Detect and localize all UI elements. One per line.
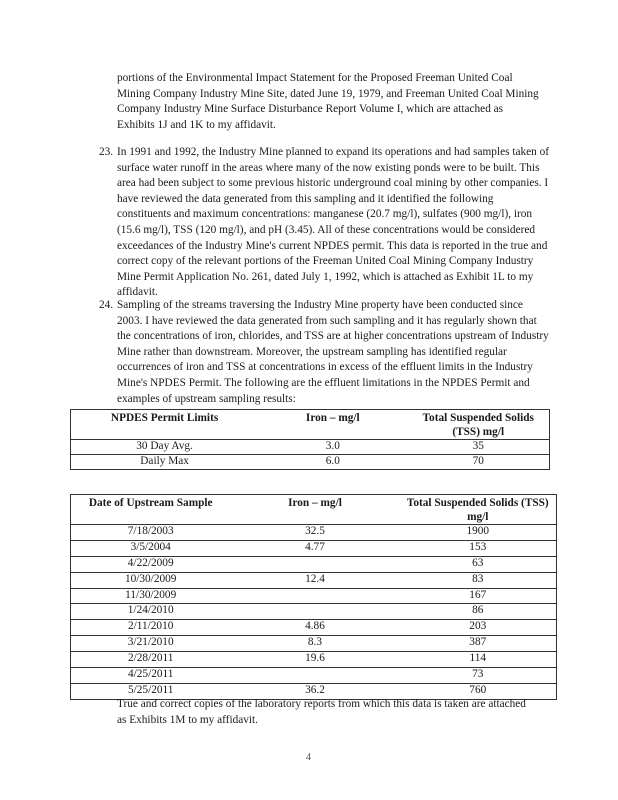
sample-tss: 760: [400, 683, 557, 699]
sample-iron: 4.86: [230, 620, 399, 636]
npdes-limits-table: [70, 409, 550, 470]
sample-iron: 4.77: [230, 540, 399, 556]
sample-date: 10/30/2009: [71, 572, 231, 588]
sample-iron: [230, 604, 399, 620]
sample-tss: 1900: [400, 525, 557, 541]
limits-header-row: [71, 410, 550, 440]
table-row: [71, 540, 557, 556]
sample-iron: [230, 556, 399, 572]
sample-iron: 36.2: [230, 683, 399, 699]
sample-tss: 86: [400, 604, 557, 620]
sample-iron: 8.3: [230, 636, 399, 652]
paragraph-24-number: 24.: [99, 299, 114, 311]
paragraph-24: Sampling of the streams traversing the Industry Mine property have been conducted since 2003. I have reviewed the data generated from such sampling and it has regularly shown that the concentrations of iron, chlorides, and TSS are at higher concentrations upstream of Industry Mine rather than downstream. Moreover, the upstream sampling has identified regular occurrences of iron and TSS at concentrations in excess of the effluent limits in the Industry Mine's NPDES Permit. The following are the effluent limitations in the NPDES Permit and examples of upstream sampling results:: [117, 299, 549, 405]
sample-date: 3/5/2004: [71, 540, 231, 556]
limits-header-limits: NPDES Permit Limits: [71, 410, 259, 440]
sample-tss: 63: [400, 556, 557, 572]
limits-cell: 30 Day Avg.: [71, 440, 259, 455]
sample-tss: 153: [400, 540, 557, 556]
table-row: [71, 556, 557, 572]
sample-tss: 387: [400, 636, 557, 652]
page-number: 4: [306, 752, 311, 763]
sample-date: 11/30/2009: [71, 588, 231, 604]
table-row: [71, 604, 557, 620]
sample-tss: 167: [400, 588, 557, 604]
limits-cell: 35: [407, 440, 549, 455]
sample-iron: 19.6: [230, 652, 399, 668]
table-row: [71, 668, 557, 684]
sample-tss: 114: [400, 652, 557, 668]
sample-date: 7/18/2003: [71, 525, 231, 541]
samples-header-iron: Iron – mg/l: [230, 495, 399, 525]
limits-header-tss: Total Suspended Solids (TSS) mg/l: [407, 410, 549, 440]
samples-header-row: [71, 495, 557, 525]
sample-tss: 203: [400, 620, 557, 636]
table-row: [71, 455, 550, 470]
sample-date: 4/25/2011: [71, 668, 231, 684]
samples-header-date: Date of Upstream Sample: [71, 495, 231, 525]
limits-cell: 3.0: [258, 440, 407, 455]
table-row: [71, 525, 557, 541]
limits-cell: Daily Max: [71, 455, 259, 470]
sample-date: 2/11/2010: [71, 620, 231, 636]
table-row: [71, 620, 557, 636]
limits-cell: 6.0: [258, 455, 407, 470]
sample-iron: [230, 588, 399, 604]
sample-date: 2/28/2011: [71, 652, 231, 668]
sample-tss: 73: [400, 668, 557, 684]
sample-iron: [230, 668, 399, 684]
intro-paragraph: portions of the Environmental Impact Statement for the Proposed Freeman United Coal Mining Company Industry Mine Site, dated June 19, 1979, and Freeman United Coal Mining Company Industry Mine Surface Disturbance Report Volume I, which are attached as Exhibits 1J and 1K to my affidavit.: [117, 72, 539, 131]
closing-paragraph: True and correct copies of the laboratory reports from which this data is taken are attached as Exhibits 1M to my affidavit.: [117, 698, 526, 726]
table-row: [71, 652, 557, 668]
limits-cell: 70: [407, 455, 549, 470]
limits-header-iron: Iron – mg/l: [258, 410, 407, 440]
samples-header-tss: Total Suspended Solids (TSS) mg/l: [400, 495, 557, 525]
table-row: [71, 572, 557, 588]
upstream-samples-table: [70, 494, 557, 700]
sample-iron: 32.5: [230, 525, 399, 541]
sample-date: 5/25/2011: [71, 683, 231, 699]
sample-date: 3/21/2010: [71, 636, 231, 652]
sample-iron: 12.4: [230, 572, 399, 588]
paragraph-23: In 1991 and 1992, the Industry Mine planned to expand its operations and had samples taken of surface water runoff in the areas where many of the now existing ponds were to be built. This area had been subject to some previous historic underground coal mining by other companies. I have reviewed the data generated from this sampling and it identified the following constituents and maximum concentrations: manganese (20.7 mg/l), sulfates (900 mg/l), iron (15.6 mg/l), TSS (120 mg/l), and pH (3.45). All of these concentrations would be considered exceedances of the Industry Mine's current NPDES permit. This data is reported in the true and correct copy of the relevant portions of the Freeman United Coal Mining Company Industry Mine Permit Application No. 261, dated July 1, 1992, which is attached as Exhibit 1L to my affidavit.: [117, 146, 550, 299]
sample-date: 1/24/2010: [71, 604, 231, 620]
sample-tss: 83: [400, 572, 557, 588]
sample-date: 4/22/2009: [71, 556, 231, 572]
table-row: [71, 636, 557, 652]
table-row: [71, 440, 550, 455]
paragraph-23-number: 23.: [99, 146, 114, 158]
table-row: [71, 588, 557, 604]
